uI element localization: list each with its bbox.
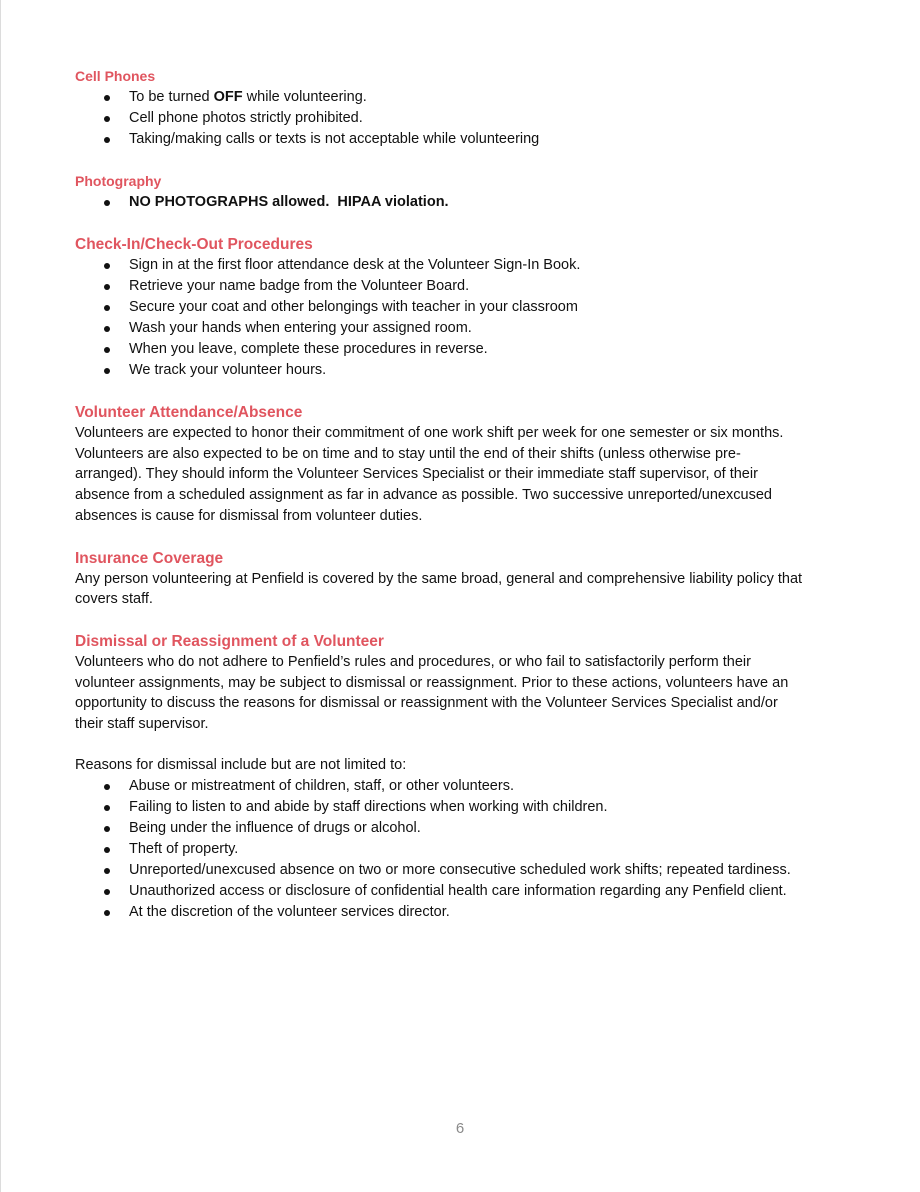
list-item: NO PHOTOGRAPHS allowed. HIPAA violation. — [75, 192, 850, 213]
reasons-intro: Reasons for dismissal include but are not limited to: — [75, 757, 407, 774]
page-edge — [0, 0, 1, 1192]
list-item: Failing to listen to and abide by staff directions when working with children. — [75, 797, 850, 818]
list-item: Unreported/unexcused absence on two or more consecutive scheduled work shifts; repeated tardiness. — [75, 860, 850, 881]
bullet-icon — [104, 200, 110, 206]
list-item: At the discretion of the volunteer services director. — [75, 902, 850, 923]
bullet-icon — [104, 868, 110, 874]
cell-phones-heading: Cell Phones — [75, 68, 156, 84]
bullet-icon — [104, 305, 110, 311]
list-item: Cell phone photos strictly prohibited. — [75, 108, 850, 129]
reasons-list — [75, 776, 850, 923]
insurance-heading: Insurance Coverage — [75, 549, 224, 567]
list-item: Being under the influence of drugs or alcohol. — [75, 818, 850, 839]
bullet-icon — [104, 347, 110, 353]
document-body — [75, 66, 850, 944]
bullet-icon — [104, 284, 110, 290]
section-attendance — [75, 402, 850, 527]
bullet-icon — [104, 805, 110, 811]
photography-list — [75, 192, 850, 213]
dismissal-heading: Dismissal or Reassignment of a Volunteer — [75, 632, 384, 650]
bullet-icon — [104, 889, 110, 895]
list-item: When you leave, complete these procedures in reverse. — [75, 339, 850, 360]
insurance-paragraph: Any person volunteering at Penfield is covered by the same broad, general and comprehensive liability policy that covers staff. — [75, 570, 803, 608]
list-item: Theft of property. — [75, 839, 850, 860]
list-item: Unauthorized access or disclosure of confidential health care information regarding any Penfield client. — [75, 881, 850, 902]
list-item: Secure your coat and other belongings with teacher in your classroom — [75, 297, 850, 318]
section-insurance — [75, 548, 850, 610]
check-in-list — [75, 255, 850, 381]
list-item: Taking/making calls or texts is not acceptable while volunteering — [75, 129, 850, 150]
cell-phones-list — [75, 87, 850, 150]
list-item: To be turned OFF while volunteering. — [75, 87, 850, 108]
bullet-icon — [104, 910, 110, 916]
photography-heading: Photography — [75, 173, 162, 189]
section-dismissal — [75, 631, 850, 923]
check-in-heading: Check-In/Check-Out Procedures — [75, 236, 313, 253]
list-item: Wash your hands when entering your assigned room. — [75, 318, 850, 339]
list-item: Retrieve your name badge from the Volunteer Board. — [75, 276, 850, 297]
bullet-icon — [104, 326, 110, 332]
dismissal-paragraph: Volunteers who do not adhere to Penfield’s rules and procedures, or who fail to satisfactorily perform their volunteer assignments, may be subject to dismissal or reassignment. Prior to these actions, volunteers have an opportunity to discuss the reasons for dismissal or reassignment with the Volunteer Services Specialist and/or their staff supervisor. — [75, 653, 789, 733]
list-item: Abuse or mistreatment of children, staff, or other volunteers. — [75, 776, 850, 797]
bullet-icon — [104, 847, 110, 853]
list-item: We track your volunteer hours. — [75, 360, 850, 381]
bullet-icon — [104, 116, 110, 122]
section-check-in — [75, 234, 850, 381]
section-photography — [75, 171, 850, 213]
attendance-heading: Volunteer Attendance/Absence — [75, 404, 303, 421]
bullet-icon — [104, 137, 110, 143]
bullet-icon — [104, 95, 110, 101]
section-cell-phones — [75, 66, 850, 150]
bullet-icon — [104, 263, 110, 269]
page-number: 6 — [455, 1120, 465, 1137]
bullet-icon — [104, 826, 110, 832]
attendance-paragraph: Volunteers are expected to honor their commitment of one work shift per week for one semester or six months. Volunteers are also expected to be on time and to stay until the end of their shifts (unless otherwise pre- arranged). They should inform the Volunteer Services Specialist or their immediate staff supervisor, of their absence from a scheduled assignment as far in advance as possible. Two successive unreported/unexcused absences is cause for dismissal from volunteer duties. — [75, 425, 784, 524]
bullet-icon — [104, 784, 110, 790]
bullet-icon — [104, 368, 110, 374]
list-item: Sign in at the first floor attendance desk at the Volunteer Sign-In Book. — [75, 255, 850, 276]
